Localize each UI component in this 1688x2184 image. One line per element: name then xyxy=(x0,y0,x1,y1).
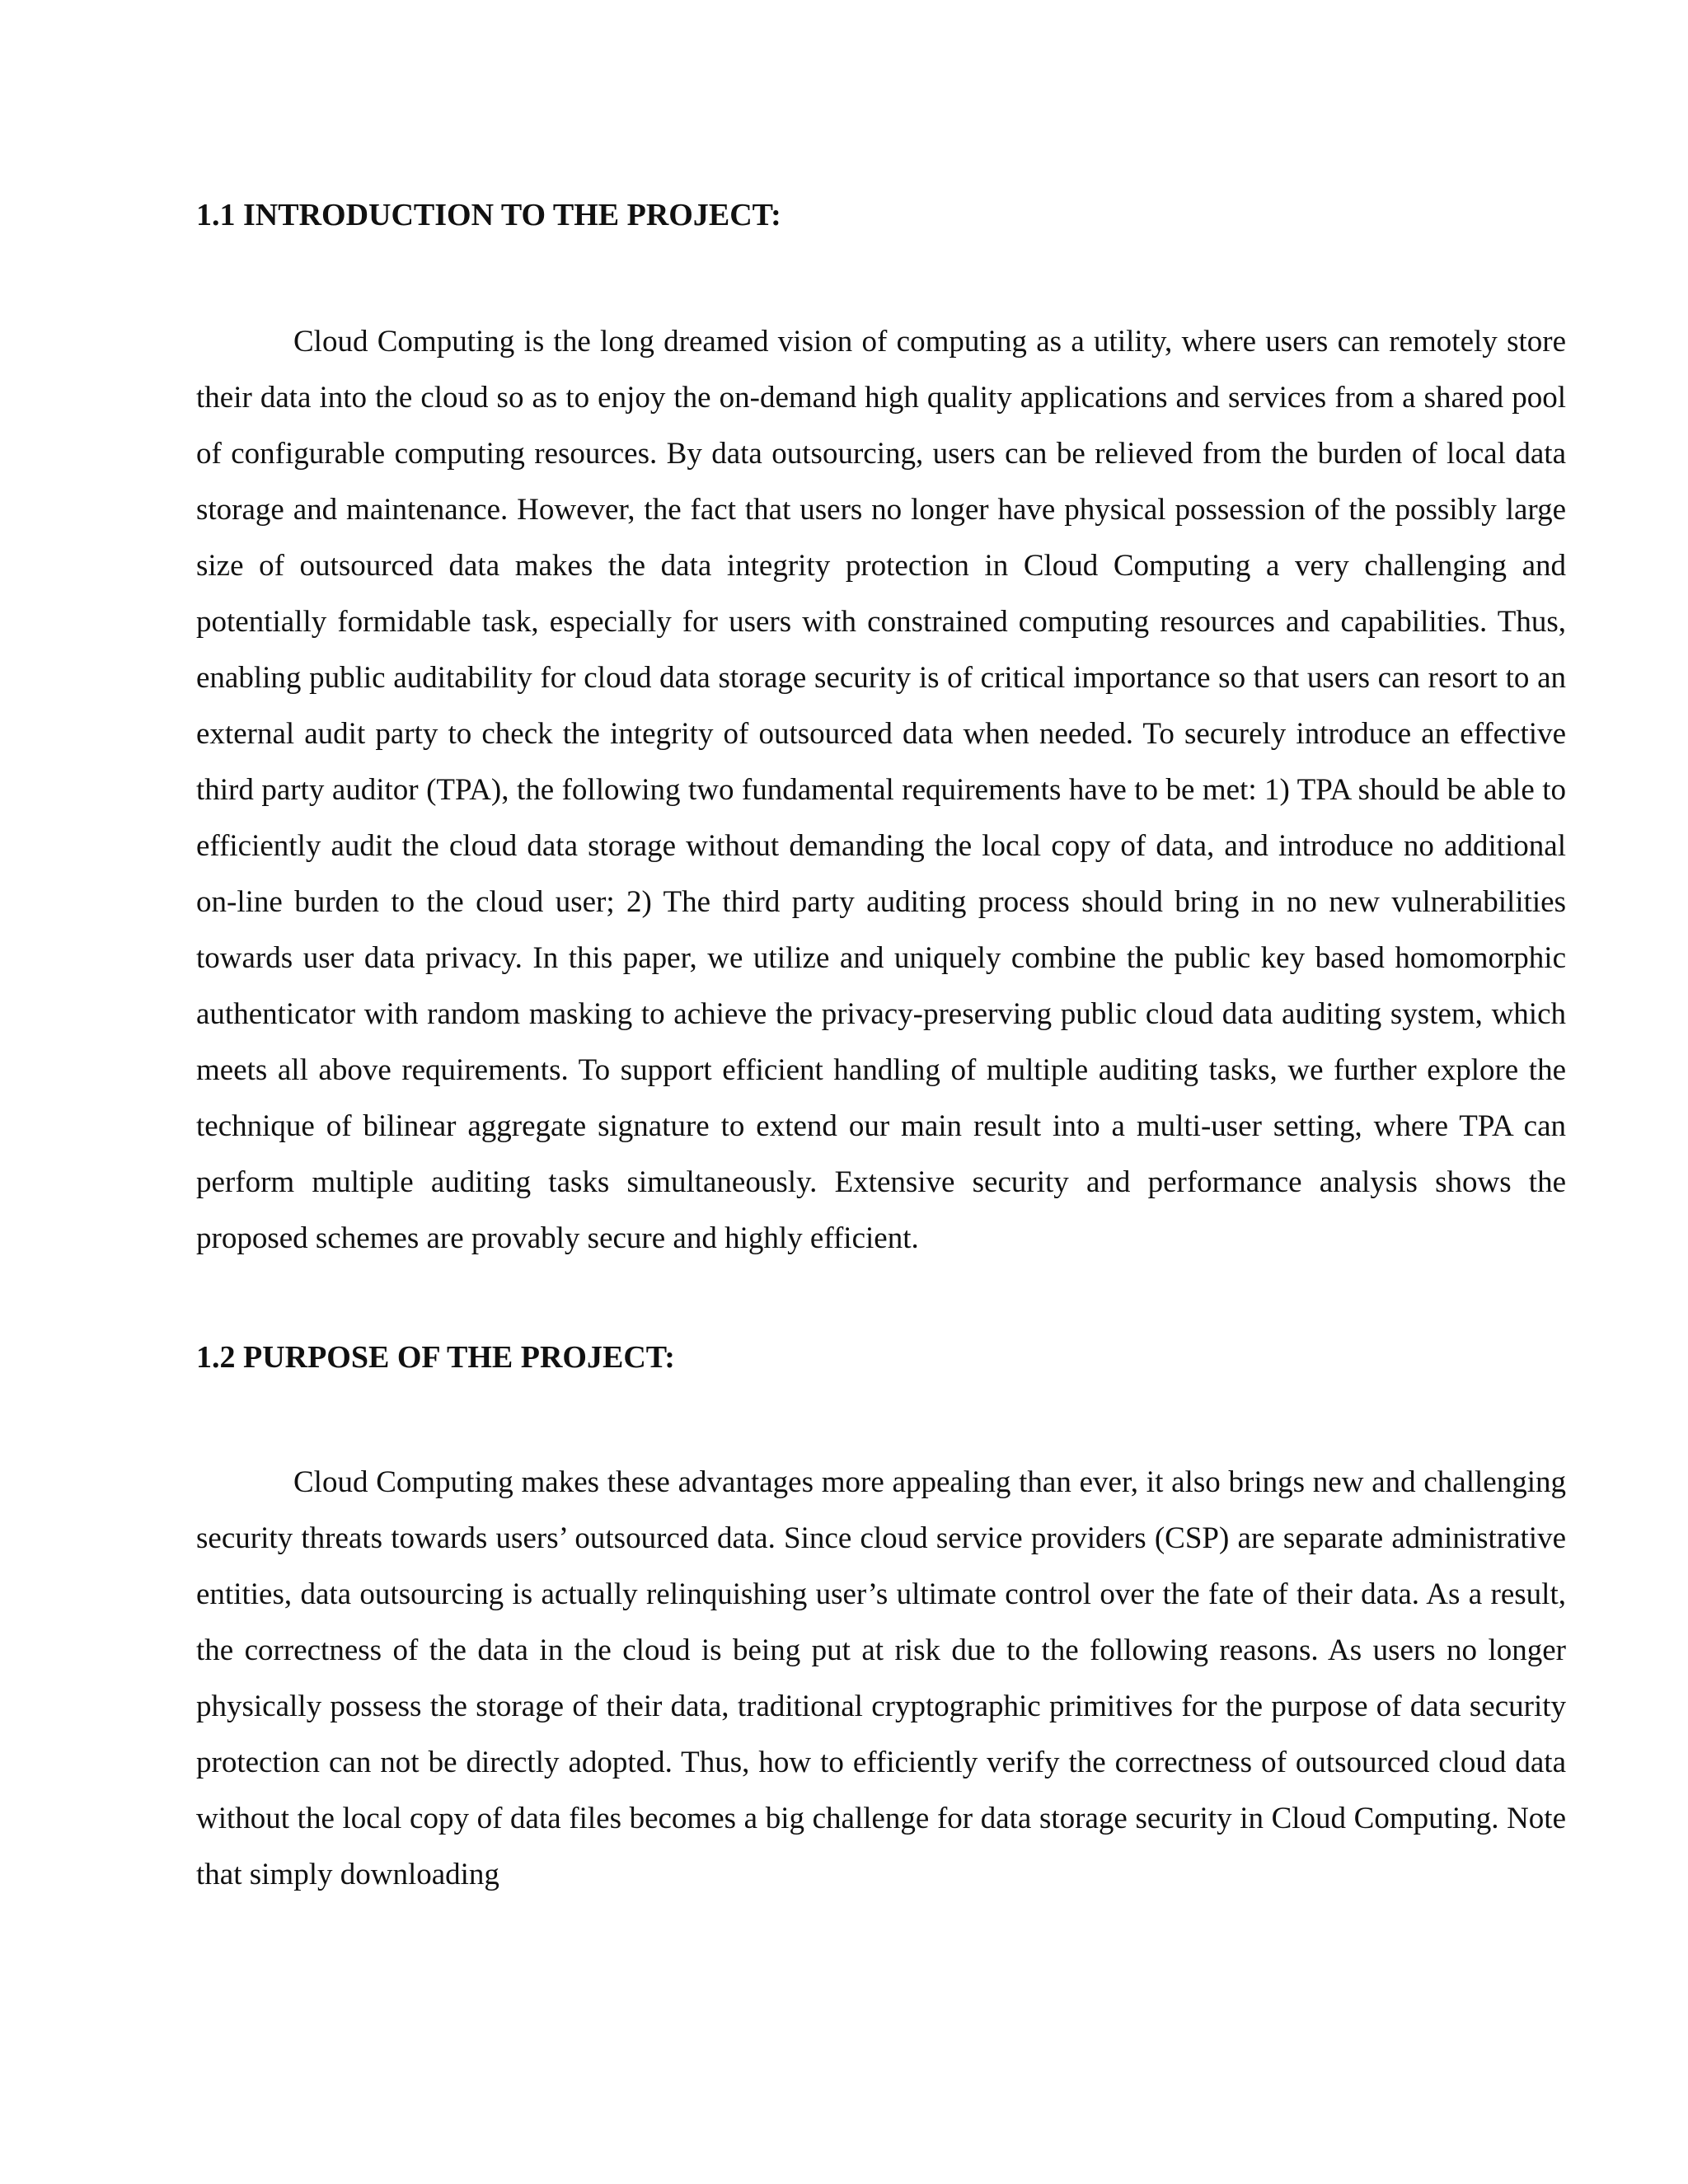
section-heading-purpose: 1.2 PURPOSE OF THE PROJECT: xyxy=(196,1340,675,1375)
section-paragraph-purpose: Cloud Computing makes these advantages more appealing than ever, it also brings new and challenging security threats towards users’ outsourced data. Since cloud service providers (CSP) are separate administrative entities, data outsourcing is actually relinquishing user’s ultimate control over the fate of their data. As a result, the correctness of the data in the cloud is being put at risk due to the following reasons. As users no longer physically possess the storage of their data, traditional cryptographic primitives for the purpose of data security protection can not be directly adopted. Thus, how to efficiently verify the correctness of outsourced cloud data without the local copy of data files becomes a big challenge for data storage security in Cloud Computing. Note that simply downloading xyxy=(196,1465,1566,1891)
section-paragraph-introduction: Cloud Computing is the long dreamed vision of computing as a utility, where users can remotely store their data into the cloud so as to enjoy the on-demand high quality applications and services from a shared pool of configurable computing resources. By data outsourcing, users can be relieved from the burden of local data storage and maintenance. However, the fact that users no longer have physical possession of the possibly large size of outsourced data makes the data integrity protection in Cloud Computing a very challenging and potentially formidable task, especially for users with constrained computing resources and capabilities. Thus, enabling public auditability for cloud data storage security is of critical importance so that users can resort to an external audit party to check the integrity of outsourced data when needed. To securely introduce an effective third party auditor (TPA), the following two fundamental requirements have to be met: 1) TPA should be able to efficiently audit the cloud data storage without demanding the local copy of data, and introduce no additional on-line burden to the cloud user; 2) The third party auditing process should bring in no new vulnerabilities towards user data privacy. In this paper, we utilize and uniquely combine the public key based homomorphic authenticator with random masking to achieve the privacy-preserving public cloud data auditing system, which meets all above requirements. To support efficient handling of multiple auditing tasks, we further explore the technique of bilinear aggregate signature to extend our main result into a multi-user setting, where TPA can perform multiple auditing tasks simultaneously. Extensive security and performance analysis shows the proposed schemes are provably secure and highly efficient. xyxy=(196,325,1566,1255)
section-heading-introduction: 1.1 INTRODUCTION TO THE PROJECT: xyxy=(196,198,781,232)
document-body xyxy=(196,194,1566,1903)
